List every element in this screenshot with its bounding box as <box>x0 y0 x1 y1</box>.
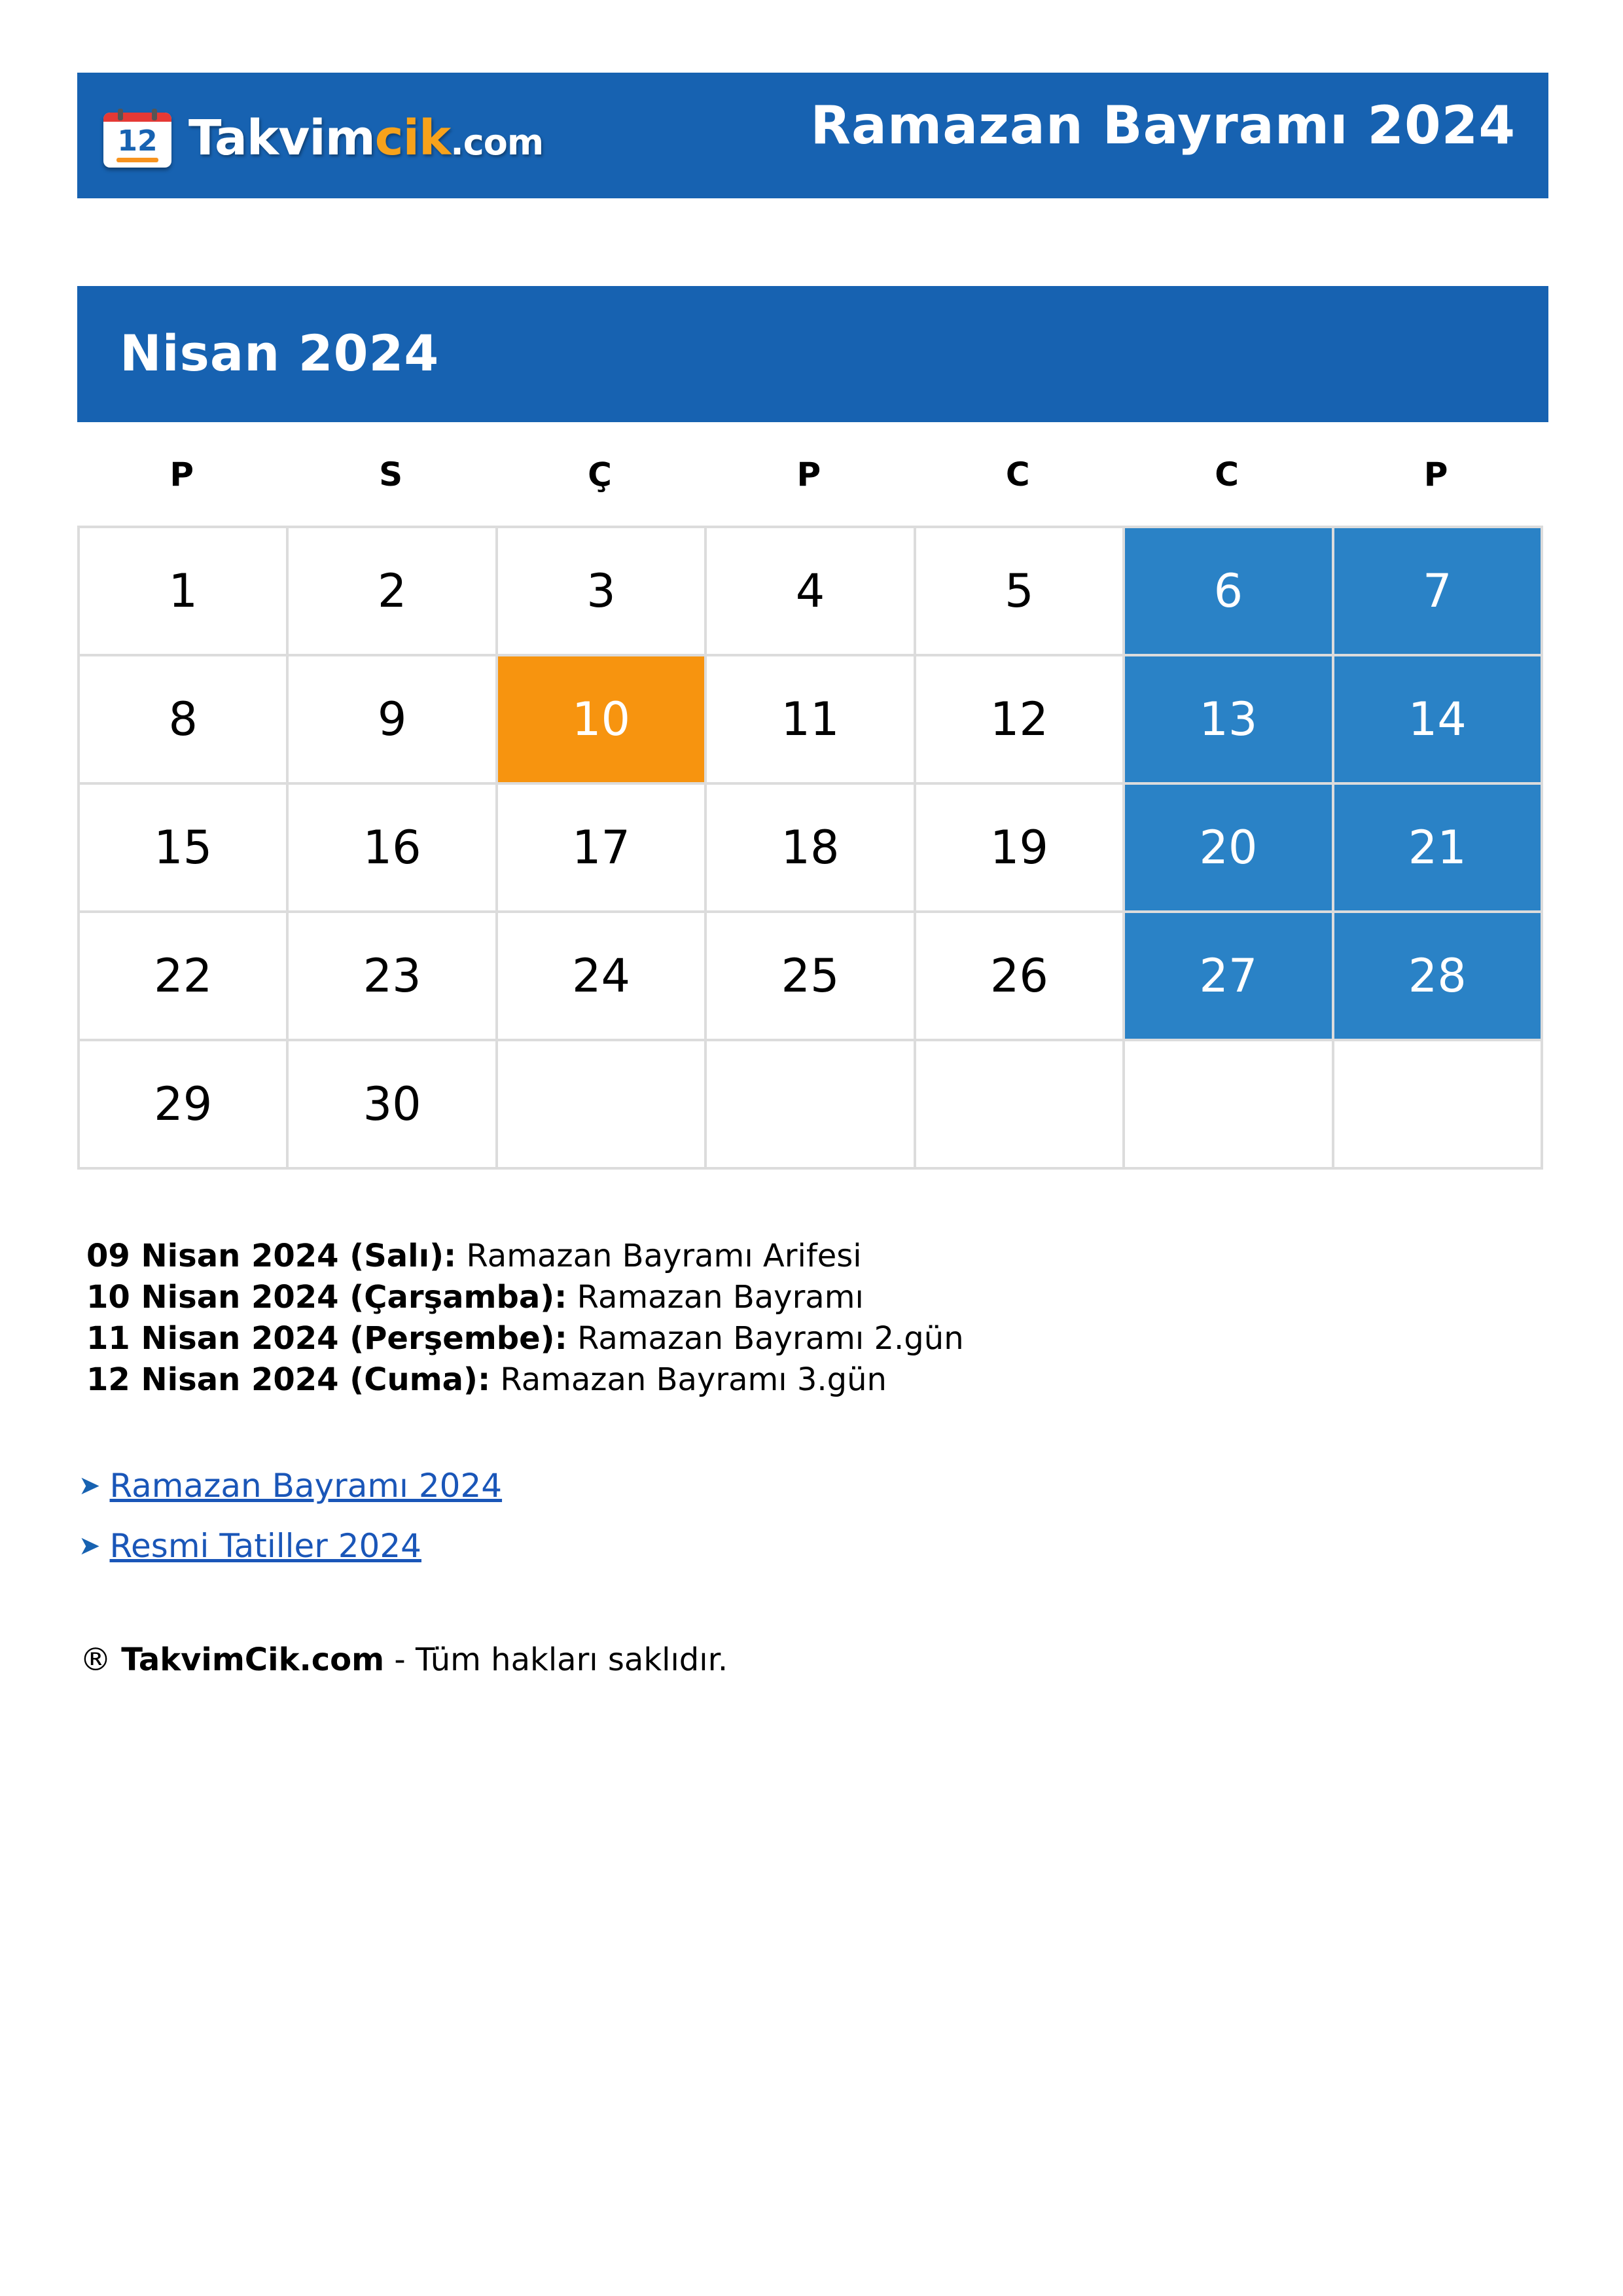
holiday-item <box>86 1359 1461 1401</box>
calendar-grid <box>77 526 1543 1170</box>
calendar-day[interactable]: 12 <box>916 656 1125 785</box>
weekday-label: C <box>1215 456 1239 493</box>
registered-icon: ® <box>80 1641 111 1678</box>
weekday-label: C <box>1005 456 1030 493</box>
holiday-item <box>86 1277 1461 1318</box>
holiday-date: 12 Nisan 2024 (Cuma): <box>86 1361 491 1398</box>
calendar-empty-cell <box>707 1041 916 1170</box>
weekday-label: P <box>796 456 821 493</box>
calendar-day[interactable]: 24 <box>498 913 707 1041</box>
page-header <box>77 73 1548 198</box>
holiday-date: 09 Nisan 2024 (Salı): <box>86 1238 457 1274</box>
holiday-name: Ramazan Bayramı Arifesi <box>466 1238 862 1274</box>
weekday-label: P <box>1423 456 1448 493</box>
calendar-icon <box>103 109 171 168</box>
calendar-day[interactable]: 5 <box>916 528 1125 656</box>
month-header <box>77 286 1548 422</box>
calendar-day[interactable]: 9 <box>289 656 497 785</box>
calendar-day[interactable]: 30 <box>289 1041 497 1170</box>
site-logo[interactable] <box>103 105 543 171</box>
calendar-empty-cell <box>498 1041 707 1170</box>
holiday-date: 11 Nisan 2024 (Perşembe): <box>86 1320 567 1357</box>
footer-brand: TakvimCik.com <box>121 1641 385 1678</box>
weekday-header-row <box>77 452 1541 497</box>
weekday-label: P <box>169 456 194 493</box>
calendar-day[interactable]: 3 <box>498 528 707 656</box>
calendar-day[interactable]: 21 <box>1334 785 1543 913</box>
footer-text: - Tüm hakları saklıdır. <box>384 1641 728 1678</box>
calendar-day[interactable]: 27 <box>1125 913 1334 1041</box>
holiday-name: Ramazan Bayramı 3.gün <box>500 1361 887 1398</box>
holiday-item <box>86 1236 1461 1277</box>
calendar-day[interactable]: 8 <box>80 656 289 785</box>
weekday-label: Ç <box>588 456 612 493</box>
link-ramazan-bayrami-2024[interactable]: Ramazan Bayramı 2024 <box>109 1467 503 1505</box>
calendar-day[interactable]: 23 <box>289 913 497 1041</box>
arrow-icon: ➤ <box>79 1531 101 1561</box>
holiday-date: 10 Nisan 2024 (Çarşamba): <box>86 1279 567 1316</box>
holiday-list <box>86 1236 1461 1401</box>
holiday-name: Ramazan Bayramı 2.gün <box>577 1320 964 1357</box>
footer-copyright <box>80 1641 728 1678</box>
calendar-day[interactable]: 13 <box>1125 656 1334 785</box>
arrow-icon: ➤ <box>79 1471 101 1501</box>
weekday-label: S <box>379 456 403 493</box>
related-links <box>79 1456 502 1576</box>
calendar-icon-number: 12 <box>117 124 158 158</box>
month-title: Nisan 2024 <box>120 324 440 382</box>
holiday-name: Ramazan Bayramı <box>577 1279 864 1316</box>
page-title: Ramazan Bayramı 2024 <box>810 95 1516 156</box>
calendar-day[interactable]: 22 <box>80 913 289 1041</box>
calendar-day[interactable]: 6 <box>1125 528 1334 656</box>
calendar-day[interactable]: 19 <box>916 785 1125 913</box>
calendar-day[interactable]: 28 <box>1334 913 1543 1041</box>
calendar-day[interactable]: 26 <box>916 913 1125 1041</box>
calendar-day[interactable]: 1 <box>80 528 289 656</box>
link-resmi-tatiller-2024[interactable]: Resmi Tatiller 2024 <box>109 1527 421 1565</box>
calendar-empty-cell <box>1334 1041 1543 1170</box>
calendar-empty-cell <box>1125 1041 1334 1170</box>
logo-wordmark: Takvimcik.com <box>188 110 544 166</box>
calendar-day[interactable]: 2 <box>289 528 497 656</box>
calendar-day[interactable]: 11 <box>707 656 916 785</box>
calendar-day[interactable]: 18 <box>707 785 916 913</box>
calendar-day[interactable]: 20 <box>1125 785 1334 913</box>
link-item <box>79 1456 502 1516</box>
calendar-day[interactable]: 15 <box>80 785 289 913</box>
calendar-day[interactable]: 29 <box>80 1041 289 1170</box>
calendar-empty-cell <box>916 1041 1125 1170</box>
calendar-day[interactable]: 4 <box>707 528 916 656</box>
link-item <box>79 1516 502 1576</box>
holiday-item <box>86 1318 1461 1359</box>
calendar-day[interactable]: 17 <box>498 785 707 913</box>
calendar-day[interactable]: 16 <box>289 785 497 913</box>
calendar-day[interactable]: 25 <box>707 913 916 1041</box>
calendar-day[interactable]: 7 <box>1334 528 1543 656</box>
calendar-day[interactable]: 10 <box>498 656 707 785</box>
calendar-day[interactable]: 14 <box>1334 656 1543 785</box>
